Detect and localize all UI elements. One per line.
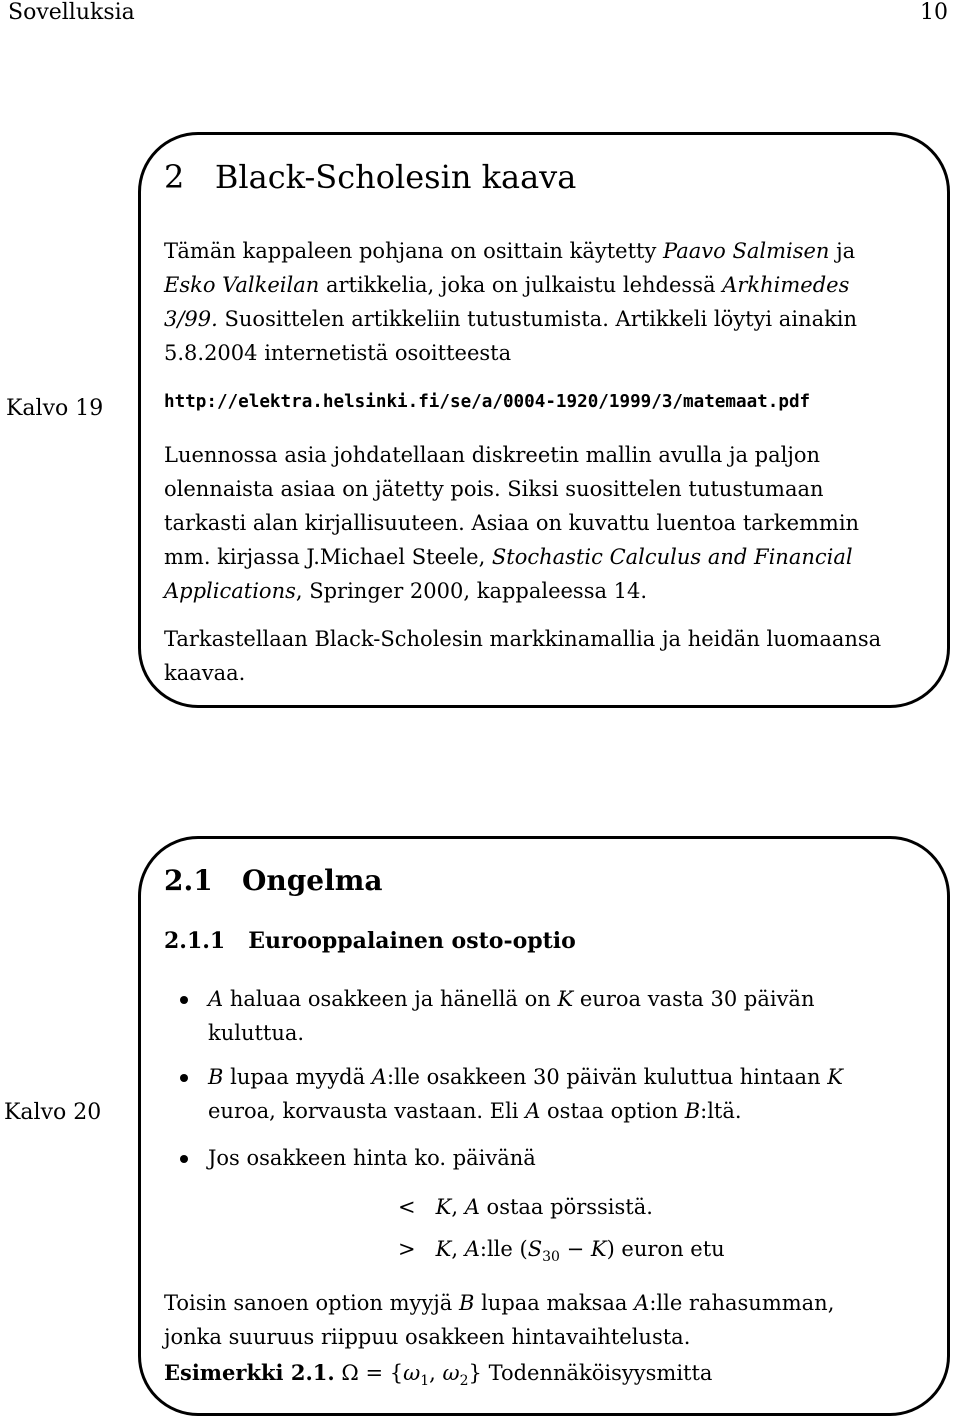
section-number: 2 (164, 158, 185, 196)
page-number: 10 (920, 0, 948, 25)
list-item: Jos osakkeen hinta ko. päivänä (208, 1146, 536, 1170)
bullet-dot (180, 996, 188, 1004)
subsubsection-heading: 2.1.1 Eurooppalainen osto-optio (164, 928, 576, 954)
case-less-than: < K, A ostaa pörssistä. (398, 1195, 653, 1219)
article-url: http://elektra.helsinki.fi/se/a/0004-1920/1999/3/matemaat.pdf (164, 392, 811, 412)
text-line: Esko Valkeilan artikkelia, joka on julkaistu lehdessä Arkhimedes (164, 273, 850, 297)
list-item: B lupaa myydä A:lle osakkeen 30 päivän kuluttua hintaan K euroa, korvausta vastaan. Eli A ostaa option B:ltä. (208, 1065, 843, 1123)
text-line: Tämän kappaleen pohjana on osittain käytetty Paavo Salmisen ja (164, 239, 856, 263)
bullet-dot (180, 1074, 188, 1082)
example-label: Esimerkki 2.1. (164, 1360, 335, 1385)
section-heading-2 (164, 158, 576, 196)
text-line: tarkasti alan kirjallisuuteen. Asiaa on kuvattu luentoa tarkemmin (164, 511, 860, 535)
text-line: Applications, Springer 2000, kappaleessa 14. (164, 579, 648, 603)
text-line: mm. kirjassa J.Michael Steele, Stochastic Calculus and Financial (164, 545, 853, 569)
slide-label-19: Kalvo 19 (6, 396, 104, 421)
slide-label-20: Kalvo 20 (4, 1100, 102, 1125)
example-line: Esimerkki 2.1. $\Omega = \{\omega_1$, $\omega_2$} Todennäköisyysmitta (164, 1360, 713, 1390)
list-item: A haluaa osakkeen ja hänellä on K euroa vasta 30 päivän kuluttua. (208, 987, 815, 1045)
case-greater-than: > K, A:lle $(S_{30} - K)$ euron etu (398, 1237, 725, 1266)
bullet-dot (180, 1155, 188, 1163)
text-line: 5.8.2004 internetistä osoitteesta (164, 341, 512, 365)
text-line: kaavaa. (164, 661, 246, 685)
section-title: Black-Scholesin kaava (214, 158, 577, 196)
text-line: olennaista asiaa on jätetty pois. Siksi suosittelen tutustumaan (164, 477, 824, 501)
closing-paragraph (164, 622, 881, 690)
intro-paragraph (164, 234, 857, 370)
subsection-heading: 2.1 Ongelma (164, 864, 383, 897)
text-line: 3/99. Suosittelen artikkeliin tutustumista. Artikkeli löytyi ainakin (164, 307, 858, 331)
header-title: Sovelluksia (8, 0, 135, 25)
explanation-paragraph: Toisin sanoen option myyjä B lupaa maksaa A:lle rahasumman, jonka suuruus riippuu osakkeen hintavaihtelusta. (164, 1291, 835, 1349)
text-line: Tarkastellaan Black-Scholesin markkinamallia ja heidän luomaansa (164, 627, 882, 651)
text-line: Luennossa asia johdatellaan diskreetin mallin avulla ja paljon (164, 443, 821, 467)
lecture-paragraph (164, 438, 859, 608)
